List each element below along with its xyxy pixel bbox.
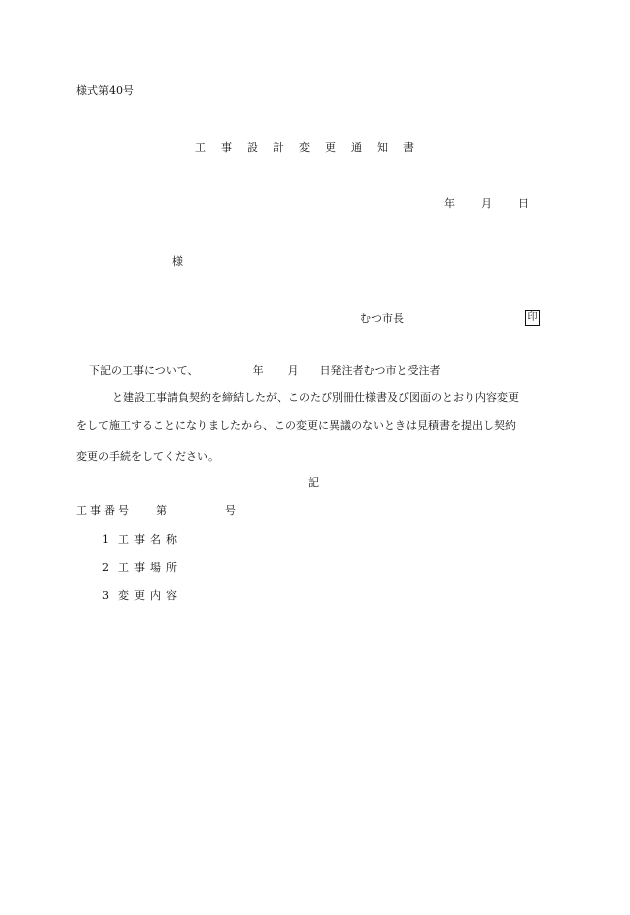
- item-label: 変更内容: [118, 589, 182, 602]
- seal-mark: 印: [525, 310, 540, 326]
- title-char: 更: [325, 141, 336, 154]
- body-line-1-month: 月: [287, 364, 299, 377]
- document-title: [195, 142, 429, 153]
- body-line-1-text-b: 日発注者むつ市と受注者: [319, 364, 441, 377]
- title-char: 設: [247, 141, 258, 154]
- item-work-location: [102, 562, 182, 573]
- title-char: 計: [273, 141, 284, 154]
- body-line-1-text-a: 下記の工事について、: [89, 364, 199, 377]
- date-line: [444, 198, 529, 209]
- date-month-label: 月: [481, 197, 492, 210]
- form-number: 様式第40号: [76, 84, 134, 97]
- title-char: 変: [299, 141, 310, 154]
- item-number: 2: [102, 561, 109, 574]
- title-char: 知: [377, 141, 388, 154]
- issuer-name: むつ市長: [360, 312, 404, 325]
- item-work-name: [102, 534, 182, 545]
- body-line-2: と建設工事請負契約を締結したが、このたび別冊仕様書及び図面のとおり内容変更: [112, 391, 519, 404]
- work-number-line: [76, 505, 236, 516]
- title-char: 事: [221, 141, 232, 154]
- body-line-1-year: 年: [252, 364, 264, 377]
- item-change-details: [102, 590, 182, 601]
- item-number: 3: [102, 589, 109, 602]
- body-line-1: [89, 365, 441, 376]
- work-number-go: 号: [225, 504, 236, 517]
- date-day-label: 日: [518, 197, 529, 210]
- ki-heading: 記: [308, 476, 319, 489]
- item-label: 工事名称: [118, 533, 182, 546]
- title-char: 通: [351, 141, 362, 154]
- title-char: 書: [403, 141, 414, 154]
- work-number-label: 工事番号: [76, 504, 132, 517]
- body-line-4: 変更の手続をしてください。: [76, 450, 219, 463]
- date-year-label: 年: [444, 197, 455, 210]
- title-char: 工: [195, 141, 206, 154]
- item-label: 工事場所: [118, 561, 182, 574]
- addressee-honorific: 様: [172, 255, 183, 268]
- body-line-3: をして施工することになりましたから、この変更に異議のないときは見積書を提出し契約: [76, 419, 516, 432]
- item-number: 1: [102, 533, 109, 546]
- work-number-dai: 第: [156, 504, 167, 517]
